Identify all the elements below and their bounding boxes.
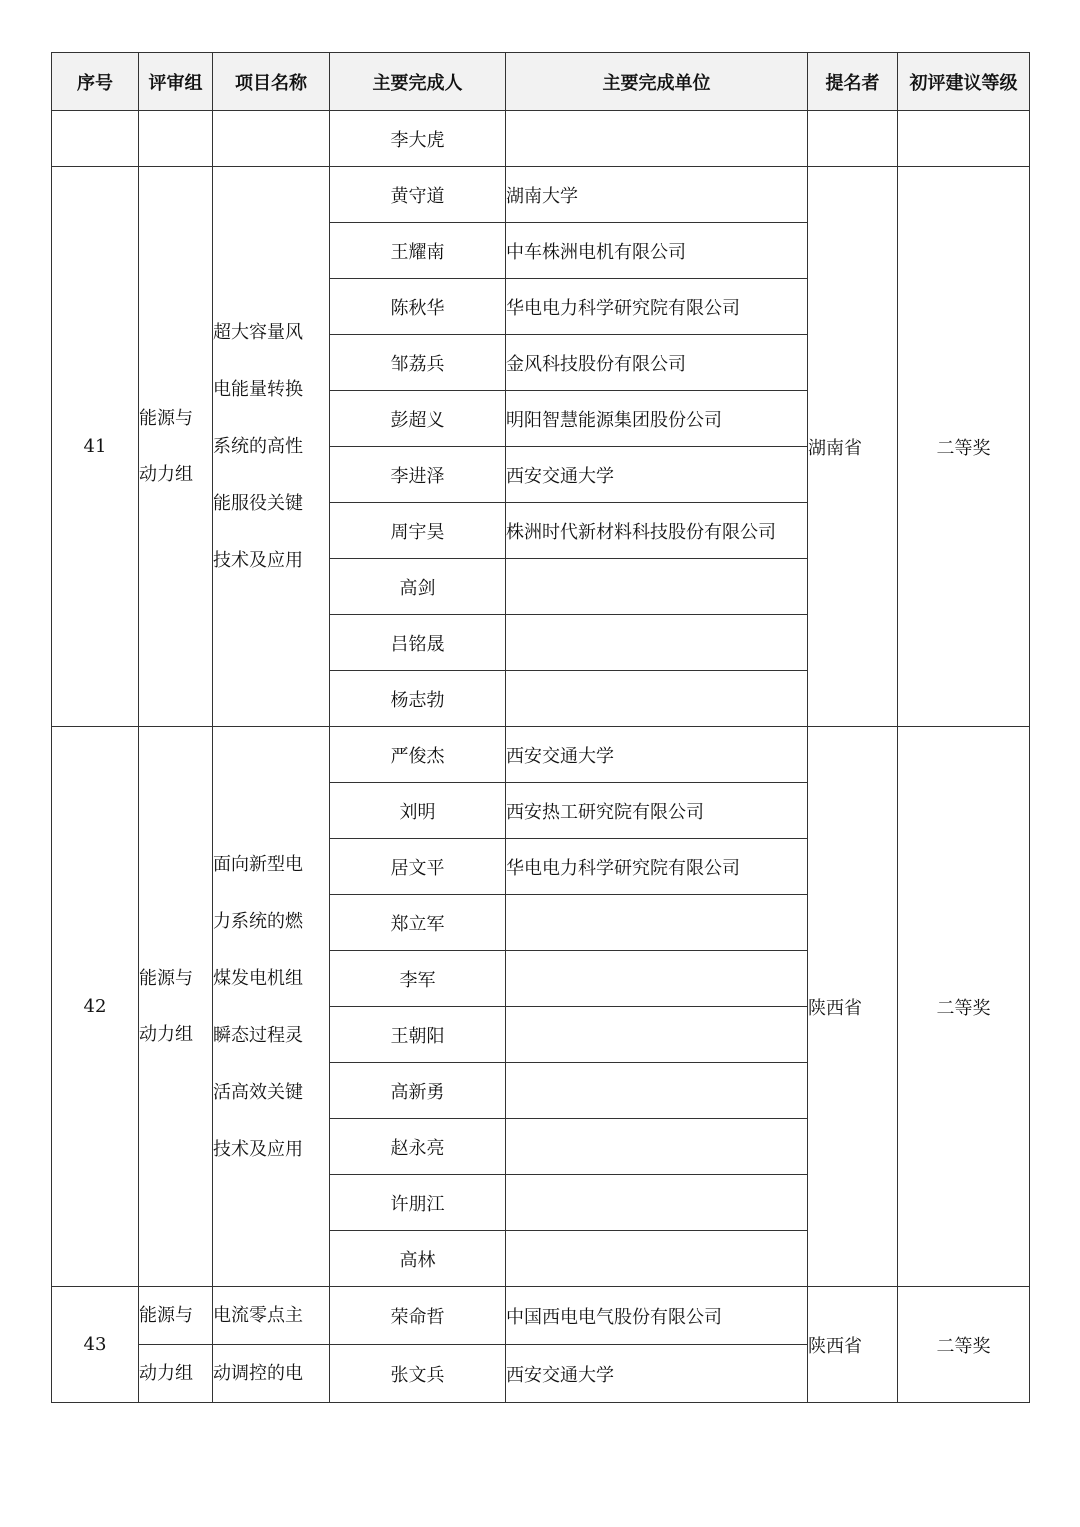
group-cell <box>139 167 213 727</box>
unit-cell: 西安交通大学 <box>506 447 808 503</box>
person-cell: 赵永亮 <box>330 1119 506 1175</box>
unit-cell <box>506 671 808 727</box>
project-name-cell: 电流零点主 <box>213 1287 330 1345</box>
unit-cell <box>506 1007 808 1063</box>
unit-cell <box>506 1119 808 1175</box>
unit-cell <box>506 1175 808 1231</box>
header-person: 主要完成人 <box>330 53 506 111</box>
unit-cell <box>506 1063 808 1119</box>
unit-cell <box>506 615 808 671</box>
project-name-line: 面向新型电 <box>213 853 303 875</box>
nominator-cell: 陕西省 <box>808 1287 898 1403</box>
person-cell: 高剑 <box>330 559 506 615</box>
person-cell: 荣命哲 <box>330 1287 506 1345</box>
header-grade: 初评建议等级 <box>898 53 1030 111</box>
person-cell: 高林 <box>330 1231 506 1287</box>
project-name-line: 技术及应用 <box>213 1138 303 1160</box>
unit-cell: 西安交通大学 <box>506 1345 808 1403</box>
header-row <box>52 53 1030 111</box>
unit-cell: 金风科技股份有限公司 <box>506 335 808 391</box>
group-cell <box>139 727 213 1287</box>
person-cell: 周宇昊 <box>330 503 506 559</box>
person-cell: 彭超义 <box>330 391 506 447</box>
project-name-cell <box>213 111 330 167</box>
project-name-cell: 动调控的电 <box>213 1345 330 1403</box>
unit-cell: 华电电力科学研究院有限公司 <box>506 839 808 895</box>
person-cell: 陈秋华 <box>330 279 506 335</box>
project-name-cell <box>213 167 330 727</box>
header-unit: 主要完成单位 <box>506 53 808 111</box>
project-name-line: 瞬态过程灵 <box>213 1024 303 1046</box>
table-row <box>52 1287 1030 1345</box>
project-name-line: 电能量转换 <box>213 379 303 400</box>
unit-cell: 明阳智慧能源集团股份公司 <box>506 391 808 447</box>
person-cell: 居文平 <box>330 839 506 895</box>
project-name-line: 能服役关键 <box>213 493 303 514</box>
person-cell: 郑立军 <box>330 895 506 951</box>
person-cell: 许朋江 <box>330 1175 506 1231</box>
project-name-line: 系统的高性 <box>213 436 303 457</box>
project-name-line: 活高效关键 <box>213 1081 303 1103</box>
grade-cell: 二等奖 <box>898 727 1030 1287</box>
nominator-cell <box>808 111 898 167</box>
unit-cell: 湖南大学 <box>506 167 808 223</box>
group-line: 动力组 <box>139 463 193 485</box>
unit-cell: 西安热工研究院有限公司 <box>506 783 808 839</box>
person-cell: 邹荔兵 <box>330 335 506 391</box>
nominator-cell: 湖南省 <box>808 167 898 727</box>
unit-cell: 中车株洲电机有限公司 <box>506 223 808 279</box>
unit-cell: 株洲时代新材料科技股份有限公司 <box>506 503 808 559</box>
unit-cell: 华电电力科学研究院有限公司 <box>506 279 808 335</box>
person-cell: 黄守道 <box>330 167 506 223</box>
unit-cell <box>506 111 808 167</box>
group-line: 能源与 <box>139 407 193 429</box>
unit-cell <box>506 1231 808 1287</box>
table-row <box>52 111 1030 167</box>
person-cell: 严俊杰 <box>330 727 506 783</box>
unit-cell <box>506 951 808 1007</box>
header-group: 评审组 <box>139 53 213 111</box>
person-cell: 高新勇 <box>330 1063 506 1119</box>
table-row <box>52 727 1030 783</box>
group-line: 动力组 <box>139 1023 193 1045</box>
person-cell: 刘明 <box>330 783 506 839</box>
person-cell: 吕铭晟 <box>330 615 506 671</box>
person-cell: 杨志勃 <box>330 671 506 727</box>
unit-cell: 西安交通大学 <box>506 727 808 783</box>
table-row <box>52 167 1030 223</box>
project-name-line: 煤发电机组 <box>213 967 303 989</box>
index-cell: 43 <box>52 1287 139 1403</box>
index-cell: 42 <box>52 727 139 1287</box>
index-cell: 41 <box>52 167 139 727</box>
project-name-line: 技术及应用 <box>213 550 303 571</box>
award-table <box>51 52 1030 1403</box>
unit-cell: 中国西电电气股份有限公司 <box>506 1287 808 1345</box>
person-cell: 王朝阳 <box>330 1007 506 1063</box>
grade-cell: 二等奖 <box>898 167 1030 727</box>
nominator-cell: 陕西省 <box>808 727 898 1287</box>
project-name-line: 超大容量风 <box>213 322 303 343</box>
unit-cell <box>506 895 808 951</box>
group-cell: 动力组 <box>139 1345 213 1403</box>
group-cell <box>139 111 213 167</box>
grade-cell <box>898 111 1030 167</box>
index-cell <box>52 111 139 167</box>
group-line: 能源与 <box>139 967 193 989</box>
unit-cell <box>506 559 808 615</box>
person-cell: 李军 <box>330 951 506 1007</box>
person-cell: 李进泽 <box>330 447 506 503</box>
header-index: 序号 <box>52 53 139 111</box>
header-nominator: 提名者 <box>808 53 898 111</box>
grade-cell: 二等奖 <box>898 1287 1030 1403</box>
header-project-name: 项目名称 <box>213 53 330 111</box>
person-cell: 李大虎 <box>330 111 506 167</box>
project-name-cell <box>213 727 330 1287</box>
project-name-line: 力系统的燃 <box>213 910 303 932</box>
person-cell: 王耀南 <box>330 223 506 279</box>
group-cell: 能源与 <box>139 1287 213 1345</box>
person-cell: 张文兵 <box>330 1345 506 1403</box>
